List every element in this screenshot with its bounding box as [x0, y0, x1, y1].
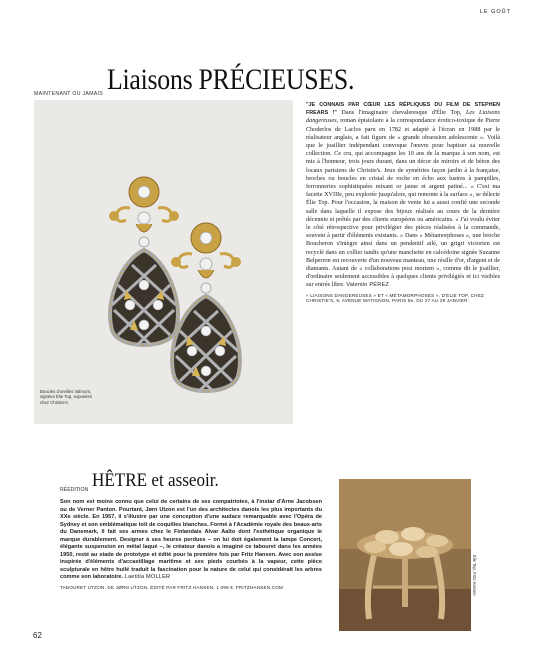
article2-body-text: Son nom est moins connu que celui de certains de ses compatriotes, à l'instar d'Arne Jacobsen ou de Verner Panton. Pourtant, Jørn Utzon est l'un des architectes danois les plus importants du XXe siècle. En 1957, il s'illustre par une conception d'une audace remarquable avec l'Opéra de Sydney et son emblématique toit de coquilles blanches. Formé à l'Académie royale des beaux-arts du Danemark, il fait ses armes chez le Finlandais Alvar Aalto dont l'esthétique organique le marque durablement. Designer à ses heures perdues – on lui doit également la lampe Concert, élégante suspension en métal laqué –, le créateur danois a imaginé ce tabouret dans les années 1950, resté au stade de prototype et édité pour la première fois par Fritz Hansen. Avec son assise inspirée d'éléments d'accastillage maritime et ses pieds courbés à la vapeur, cette pièce sculpturale en hêtre huilé traduit la fascination pour la nature de celui qui considérait les arbres comme son laboratoire. — [60, 499, 322, 581]
stool-illustration — [339, 479, 471, 631]
earrings-illustration — [34, 100, 293, 424]
article2-headline: HÊTRE et asseoir. — [92, 470, 219, 491]
article1-headline: Liaisons PRÉCIEUSES. — [107, 63, 355, 96]
section-tag: LE GOÛT — [479, 9, 511, 15]
article2-kicker: RÉÉDITION — [60, 487, 89, 493]
article1-kicker: MAINTENANT OU JAMAIS — [34, 91, 104, 97]
photo-credit: Élie Top, Fritz Hansen — [472, 555, 477, 596]
article1-body-text-2: , roman épistolaire à la correspondance érotico-toxique de Pierre Choderlos de Laclos paru en 1782 et adapté à l'écran en 1988 par le réalisateur anglais, a fait figure de « grande obsession adolescente ». Voilà que le joaillier indépendant convoque l'œuvre pour baptiser sa nouvelle collection. Ce cru, qui accompagne les 10 ans de la marque à son nom, est mis à l'honneur, trois jours durant, dans un décor de miroirs et de béton des locaux parisiens de Christie's. Jeux de symétries façon jardin à la française, broches ou boucles en cristal de roche en écho aux lustres à pampilles, ferronneries sophistiquées mixant or jaune et argent patiné... « C'est ma facette XVIIIe, peu explorée jusqu'alors, qui remonte à la surface », se délecte Élie Top. Pour l'occasion, la maison de vente lui a aussi confié une seconde salle dans laquelle il expose des bijoux réalisés au cours de la dernière décennie et prêtés par des clients européens ou américains. « J'ai voulu éviter le côté rétrospective pour privilégier des pièces réalisées à la commande, souvent à partir d'éléments existants. » Dans « Métamorphoses », une broche Boucheron s'intègre ainsi dans un pendentif ailé, un grigri victorien est recyclé dans un collier tandis qu'une manchette en calcédoine signée Suzanne Belperron est recouverte d'un nouveau manteau, une résille d'or, d'argent et de diamants. Autant de « collaborations post mortem », comme dit le joaillier, d'ordinaire seulement accessibles à quelques clients privilégiés et ici visibles sur entrée libre. — [306, 117, 500, 289]
article1-lead: "JE CONNAIS PAR CŒUR LES RÉPLIQUES DU FILM DE STEPHEN FREARS !" — [306, 102, 500, 117]
page-number: 62 — [33, 631, 42, 640]
article2-signature: Laetitia MOLLER — [124, 574, 171, 581]
article1-signature: Valentin PÉREZ — [346, 282, 390, 289]
article1-book-title: Les Liaisons dangereuses — [306, 109, 500, 125]
article2-info: TABOURET UTZON, DE JØRN UTZON, ÉDITÉ PAR FRITZ HANSEN. 1 099 €. FRITZHANSEN.COM — [60, 585, 284, 591]
article1-body — [306, 101, 500, 304]
stool-photo — [339, 479, 471, 631]
article2-body — [60, 499, 322, 592]
article1-body-text-1: Dans l'imaginaire chevaleresque d'Élie Top, — [341, 109, 466, 117]
article1-info: « LIAISONS DANGEREUSES » ET « MÉTAMORPHOSES », D'ÉLIE TOP, CHEZ CHRISTIE'S, 9, AVENUE MATIGNON, PARIS 8e, DU 27 AU 29 JANVIER. — [306, 292, 484, 304]
photo-caption: Boucles d'oreilles Valmont, signées Élie Top, exposées chez Christie's. — [40, 389, 92, 405]
earrings-photo — [34, 100, 293, 424]
